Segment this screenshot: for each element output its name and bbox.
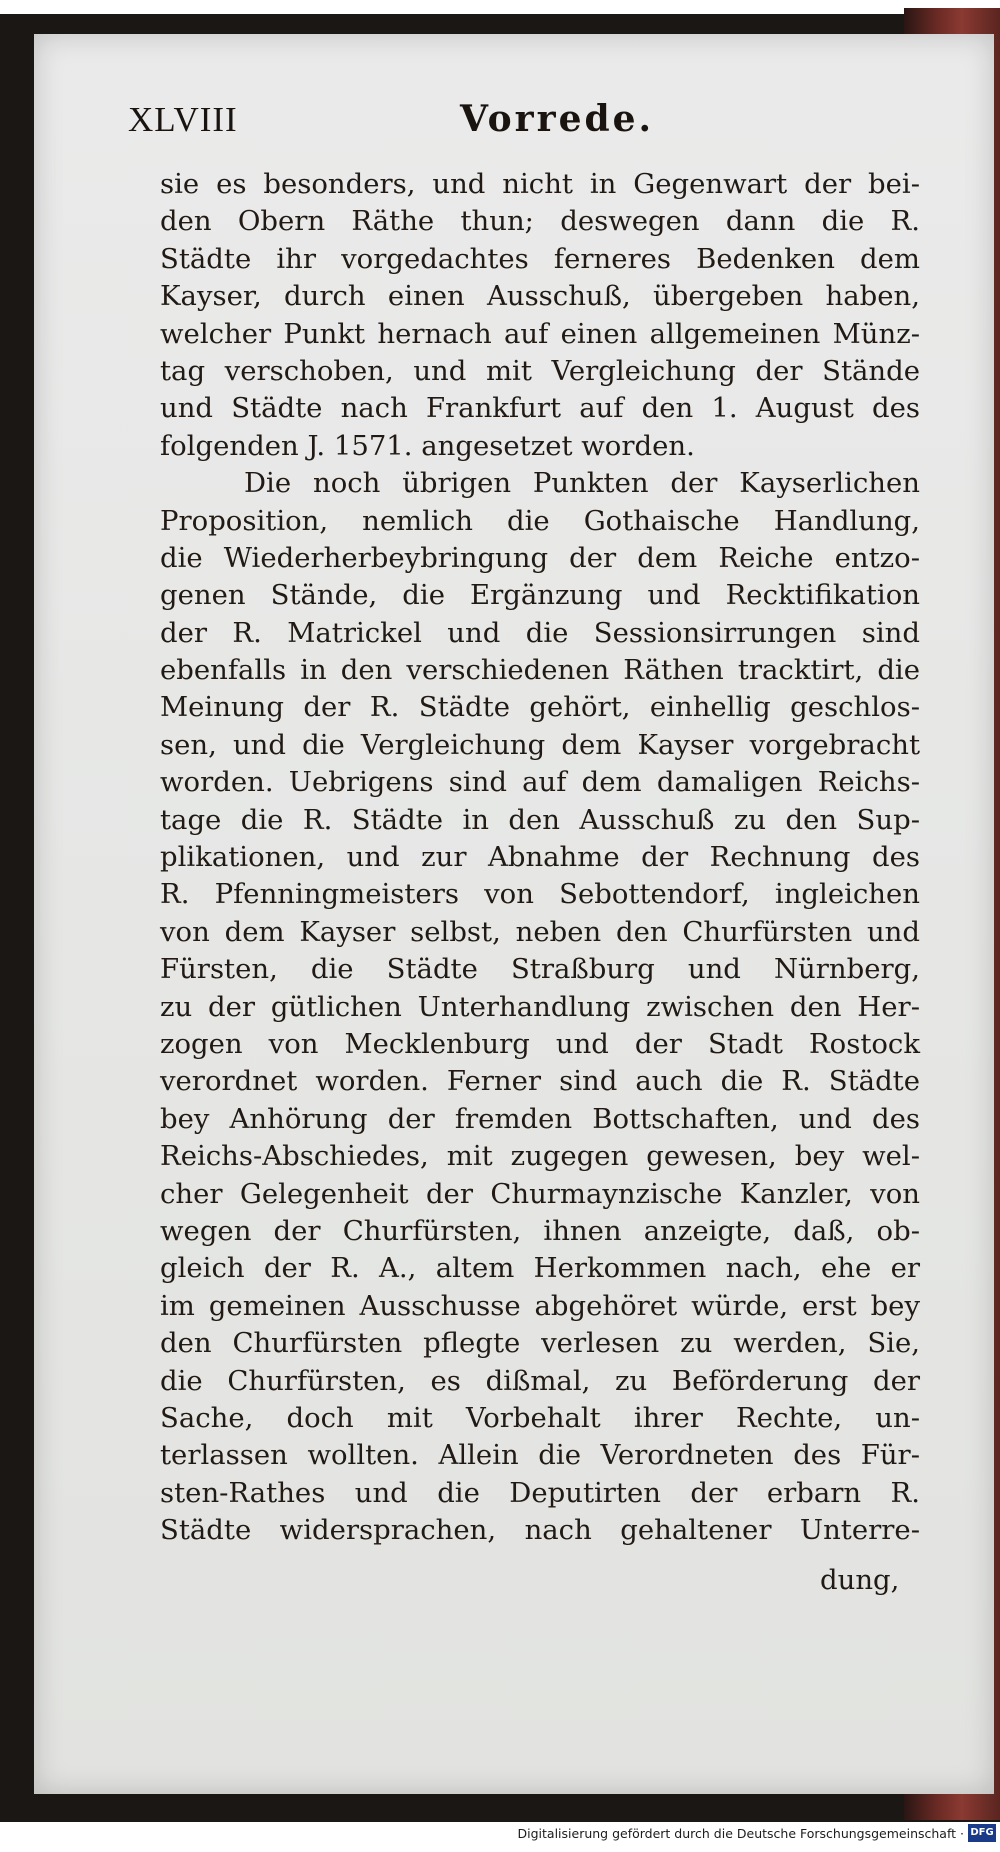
running-title: Vorrede. (460, 98, 655, 140)
text-line: ebenfalls in den verschiedenen Räthen tracktirt, die (160, 654, 920, 687)
text-line: die Wiederherbeybringung der dem Reiche entzo- (160, 541, 920, 574)
text-line: Sache, doch mit Vorbehalt ihrer Rechte, un- (160, 1401, 920, 1434)
dfg-logo-badge: DFG (968, 1824, 996, 1842)
text-line: im gemeinen Ausschusse abgehöret würde, erst bey (160, 1289, 920, 1322)
text-line: welcher Punkt hernach auf einen allgemeinen Münz- (160, 317, 920, 350)
text-line: von dem Kayser selbst, neben den Churfürsten und (160, 915, 920, 948)
text-line: wegen der Churfürsten, ihnen anzeigte, daß, ob- (160, 1214, 920, 1247)
text-line: Kayser, durch einen Ausschuß, übergeben haben, (160, 280, 920, 313)
text-line: genen Stände, die Ergänzung und Recktifikation (160, 579, 920, 612)
page-header (128, 98, 928, 148)
text-line: Städte ihr vorgedachtes ferneres Bedenken dem (160, 242, 920, 275)
text-line: tage die R. Städte in den Ausschuß zu den Sup- (160, 803, 920, 836)
text-line: terlassen wollten. Allein die Verordneten des Für- (160, 1439, 920, 1472)
text-line: Meinung der R. Städte gehört, einhellig geschlos- (160, 691, 920, 724)
body-text (160, 166, 920, 1549)
text-line: sen, und die Vergleichung dem Kayser vorgebracht (160, 728, 920, 761)
text-line: Proposition, nemlich die Gothaische Handlung, (160, 504, 920, 537)
text-line: bey Anhörung der fremden Bottschaften, und des (160, 1102, 920, 1135)
text-line: gleich der R. A., altem Herkommen nach, ehe er (160, 1252, 920, 1285)
text-line: der R. Matrickel und die Sessionsirrungen sind (160, 616, 920, 649)
text-line: verordnet worden. Ferner sind auch die R. Städte (160, 1065, 920, 1098)
text-line: sten-Rathes und die Deputirten der erbarn R. (160, 1476, 920, 1509)
text-line: Reichs-Abschiedes, mit zugegen gewesen, bey wel- (160, 1140, 920, 1173)
text-line: zu der gütlichen Unterhandlung zwischen den Her- (160, 990, 920, 1023)
folio-number: XLVIII (128, 100, 238, 139)
text-line: folgenden J. 1571. angesetzet worden. (160, 429, 695, 462)
text-line: cher Gelegenheit der Churmaynzische Kanzler, von (160, 1177, 920, 1210)
text-line: die Churfürsten, es dißmal, zu Beförderung der (160, 1364, 920, 1397)
text-line: plikationen, und zur Abnahme der Rechnung des (160, 841, 920, 874)
text-line: Fürsten, die Städte Straßburg und Nürnberg, (160, 953, 920, 986)
text-line: und Städte nach Frankfurt auf den 1. August des (160, 392, 920, 425)
digitization-credit: Digitalisierung gefördert durch die Deutsche Forschungsgemeinschaft · (517, 1826, 964, 1841)
text-line: R. Pfenningmeisters von Sebottendorf, ingleichen (160, 878, 920, 911)
text-line: den Obern Räthe thun; deswegen dann die R. (160, 205, 920, 238)
text-line: den Churfürsten pflegte verlesen zu werden, Sie, (160, 1327, 920, 1360)
text-line: sie es besonders, und nicht in Gegenwart der bei- (160, 168, 920, 200)
catchword: dung, (820, 1564, 900, 1596)
text-line: worden. Uebrigens sind auf dem damaligen Reichs- (160, 766, 920, 799)
text-line: Städte widersprachen, nach gehaltener Unterre- (160, 1514, 920, 1547)
text-line: tag verschoben, und mit Vergleichung der Stände (160, 354, 920, 387)
text-line: Die noch übrigen Punkten der Kayserlichen (244, 467, 920, 500)
text-line: zogen von Mecklenburg und der Stadt Rostock (160, 1027, 920, 1060)
